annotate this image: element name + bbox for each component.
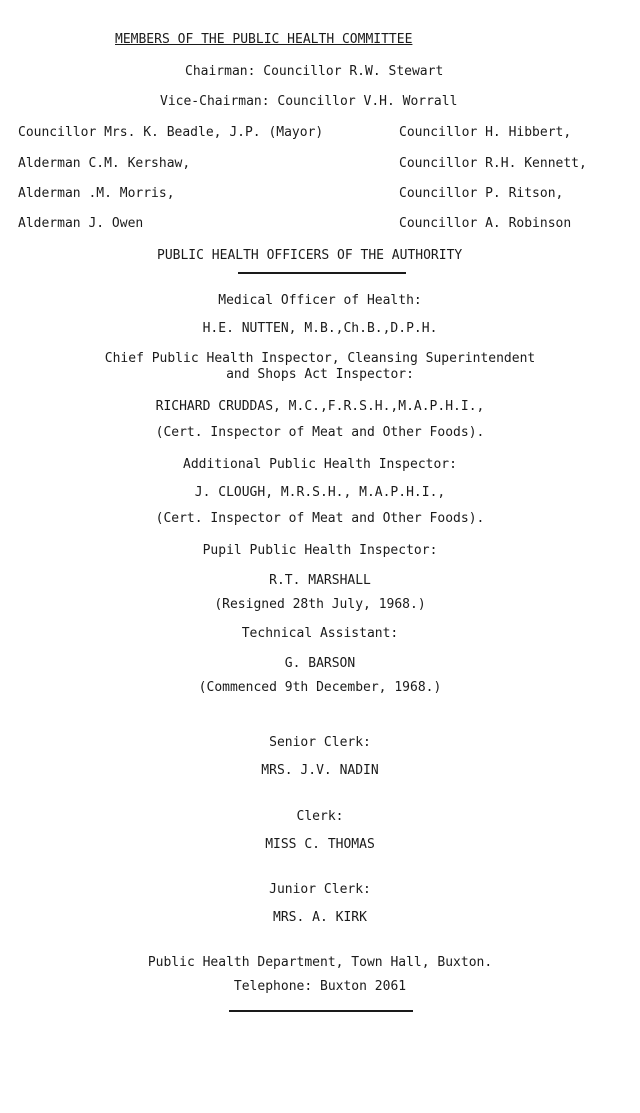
additional-inspector-name: J. CLOUGH, M.R.S.H., M.A.P.H.I.,	[194, 485, 446, 500]
officers-heading: PUBLIC HEALTH OFFICERS OF THE AUTHORITY	[157, 248, 463, 263]
senior-clerk-name: MRS. J.V. NADIN	[261, 763, 379, 778]
vice-chairman-line: Vice-Chairman: Councillor V.H. Worrall	[160, 94, 458, 109]
member-left-2: Alderman C.M. Kershaw,	[18, 156, 191, 171]
clerk-title: Clerk:	[296, 809, 344, 824]
footer-divider	[229, 1010, 413, 1012]
additional-inspector-title: Additional Public Health Inspector:	[183, 457, 457, 472]
chief-inspector-title: Chief Public Health Inspector, Cleansing Superintendent	[104, 351, 536, 366]
member-left-1: Councillor Mrs. K. Beadle, J.P. (Mayor)	[18, 125, 324, 140]
chief-inspector-title-cont: and Shops Act Inspector:	[226, 367, 414, 382]
member-right-2: Councillor R.H. Kennett,	[399, 156, 587, 171]
chairman-line: Chairman: Councillor R.W. Stewart	[185, 64, 444, 79]
technical-assistant-name: G. BARSON	[284, 656, 356, 671]
member-right-3: Councillor P. Ritson,	[399, 186, 564, 201]
pupil-inspector-name: R.T. MARSHALL	[269, 573, 371, 588]
technical-assistant-note: (Commenced 9th December, 1968.)	[198, 680, 442, 695]
junior-clerk-title: Junior Clerk:	[269, 882, 371, 897]
member-right-1: Councillor H. Hibbert,	[399, 125, 572, 140]
pupil-inspector-title: Pupil Public Health Inspector:	[202, 543, 438, 558]
committee-heading: MEMBERS OF THE PUBLIC HEALTH COMMITTEE	[115, 32, 413, 47]
clerk-name: MISS C. THOMAS	[265, 837, 375, 852]
pupil-inspector-note: (Resigned 28th July, 1968.)	[214, 597, 426, 612]
senior-clerk-title: Senior Clerk:	[269, 735, 371, 750]
additional-inspector-cert: (Cert. Inspector of Meat and Other Foods).	[155, 511, 485, 526]
member-left-3: Alderman .M. Morris,	[18, 186, 175, 201]
department-telephone: Telephone: Buxton 2061	[233, 979, 407, 994]
department-address: Public Health Department, Town Hall, Buxton.	[147, 955, 493, 970]
chief-inspector-cert: (Cert. Inspector of Meat and Other Foods).	[155, 425, 485, 440]
member-left-4: Alderman J. Owen	[18, 216, 144, 231]
chief-inspector-name: RICHARD CRUDDAS, M.C.,F.R.S.H.,M.A.P.H.I.,	[155, 399, 485, 414]
technical-assistant-title: Technical Assistant:	[241, 626, 399, 641]
moh-name: H.E. NUTTEN, M.B.,Ch.B.,D.P.H.	[202, 321, 438, 336]
junior-clerk-name: MRS. A. KIRK	[273, 910, 367, 925]
heading-divider	[238, 272, 406, 274]
moh-title: Medical Officer of Health:	[218, 293, 422, 308]
member-right-4: Councillor A. Robinson	[399, 216, 572, 231]
